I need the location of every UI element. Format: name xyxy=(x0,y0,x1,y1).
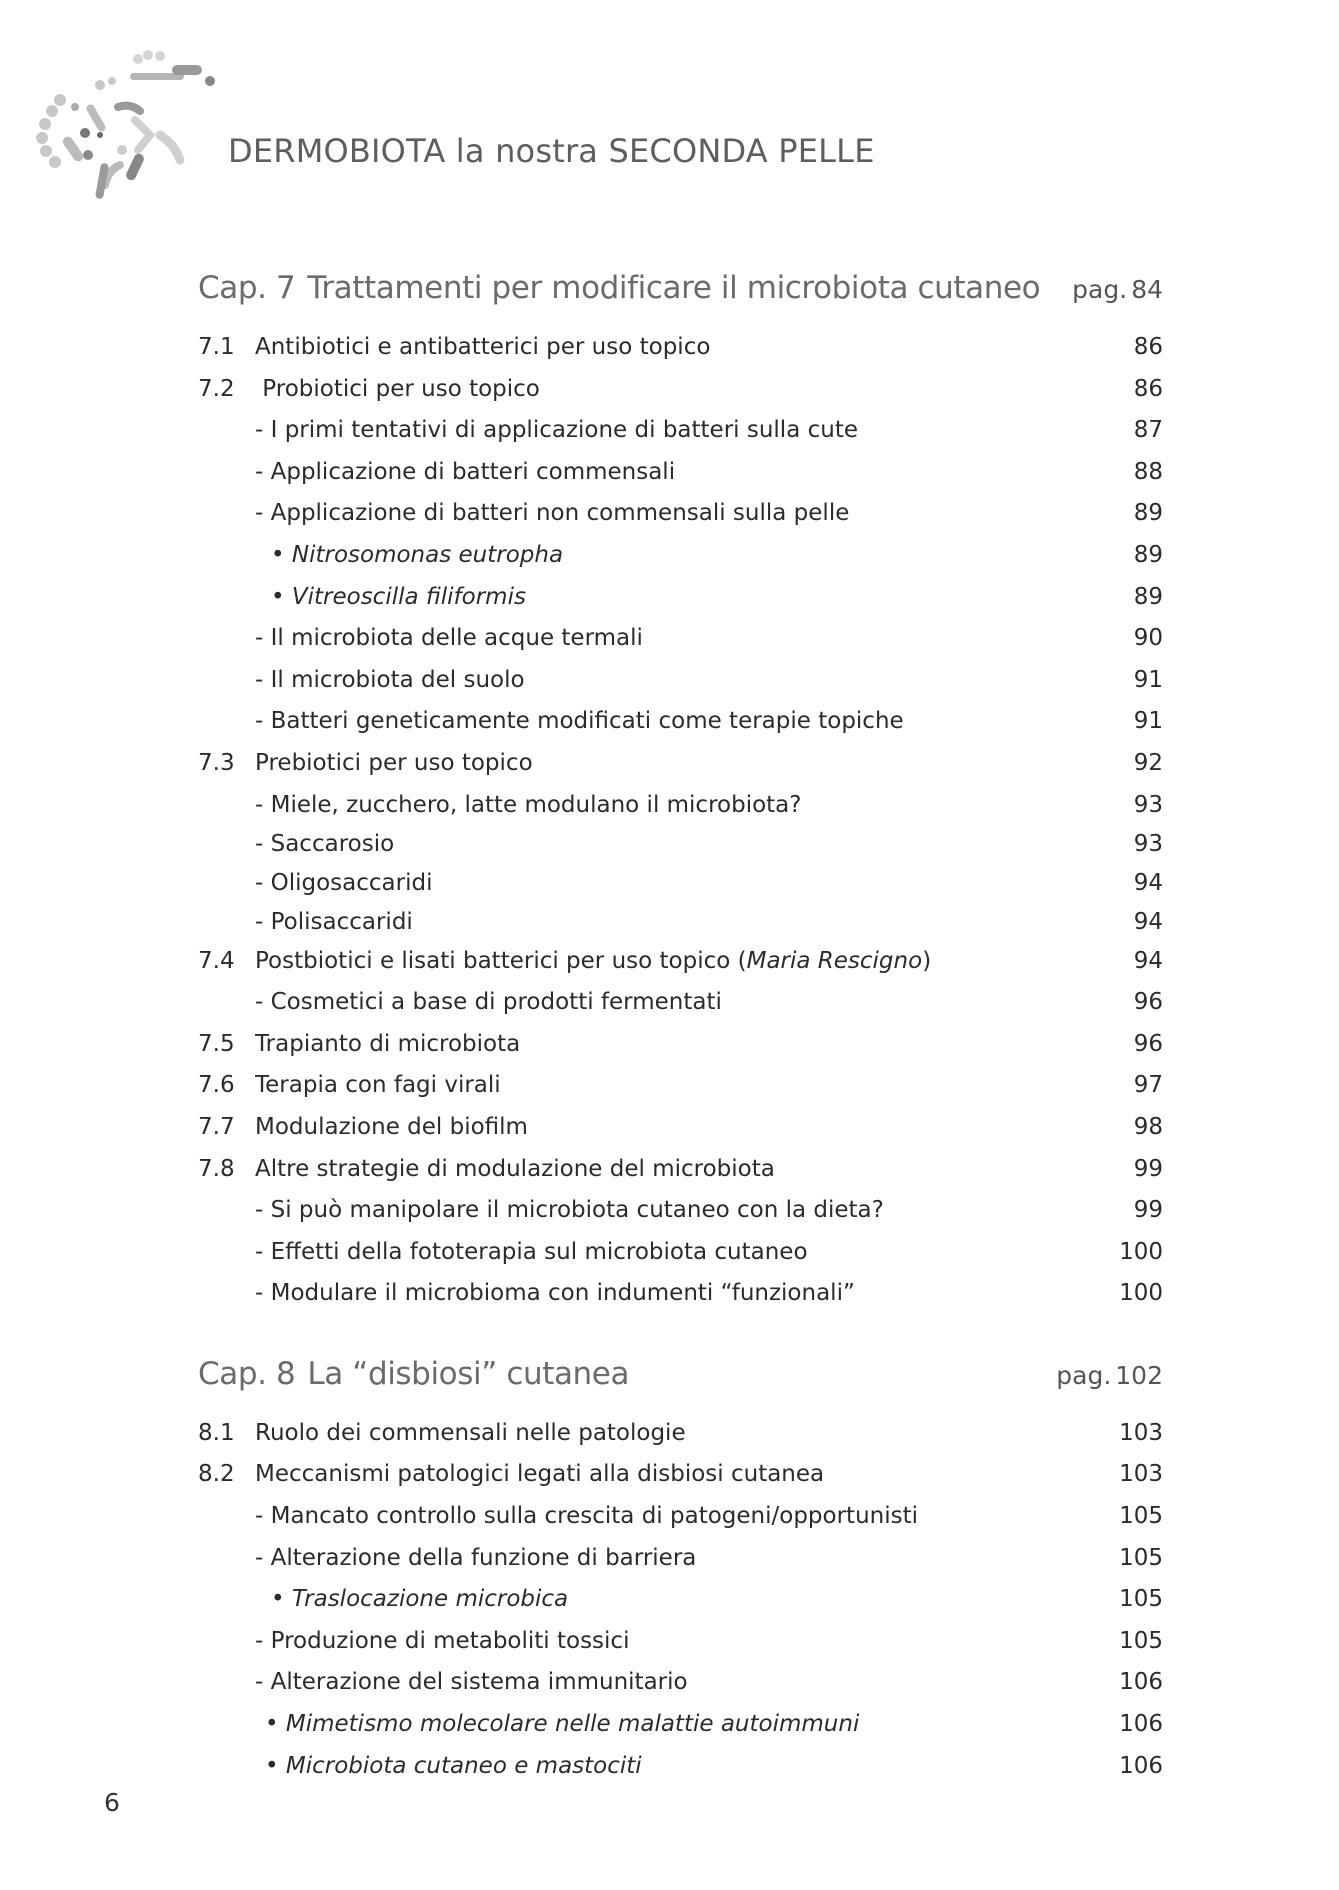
toc-entry[interactable] xyxy=(198,750,1163,792)
entry-text: Terapia con fagi virali xyxy=(255,1072,501,1099)
entry-page: 100 xyxy=(1119,1280,1163,1307)
toc-bullet-entry[interactable] xyxy=(198,1711,1163,1753)
entry-text: - Modulare il microbioma con indumenti “funzionali” xyxy=(255,1280,855,1307)
chapter-title xyxy=(198,270,1040,306)
entry-text: - Polisaccaridi xyxy=(255,908,413,935)
entry-text: - Batteri geneticamente modificati come terapie topiche xyxy=(255,708,904,735)
toc-subentry[interactable] xyxy=(198,1545,1163,1587)
entry-page: 89 xyxy=(1133,583,1163,610)
entry-text: - Alterazione del sistema immunitario xyxy=(255,1669,688,1696)
entry-text: Antibiotici e antibatterici per uso topico xyxy=(255,334,711,360)
toc-bullet-entry[interactable] xyxy=(198,542,1163,584)
toc-subentry[interactable] xyxy=(198,500,1163,542)
entry-page: 103 xyxy=(1119,1461,1163,1488)
entry-page: 92 xyxy=(1133,749,1163,776)
toc-entry[interactable] xyxy=(198,948,1163,990)
toc-subentry[interactable] xyxy=(198,1628,1163,1670)
chapter-page xyxy=(1072,275,1163,304)
entry-page: 88 xyxy=(1133,458,1163,485)
entry-page: 89 xyxy=(1133,500,1163,527)
toc-entry[interactable] xyxy=(198,1156,1163,1198)
entry-page: 94 xyxy=(1133,869,1163,896)
entry-page: 105 xyxy=(1119,1503,1163,1530)
entry-page: 100 xyxy=(1119,1238,1163,1265)
entry-text-after: ) xyxy=(922,947,932,974)
entry-text: - Mancato controllo sulla crescita di patogeni/opportunisti xyxy=(255,1503,919,1530)
entry-page: 91 xyxy=(1133,708,1163,735)
pag-label: pag. xyxy=(1072,275,1128,304)
entry-text: Prebiotici per uso topico xyxy=(255,749,533,776)
entry-text: • Mimetismo molecolare nelle malattie autoimmuni xyxy=(265,1711,860,1738)
entry-page: 105 xyxy=(1119,1627,1163,1654)
entry-page: 99 xyxy=(1133,1155,1163,1182)
chapter-heading[interactable] xyxy=(198,270,1163,330)
entry-text: • Nitrosomonas eutropha xyxy=(271,541,564,568)
entry-text: Meccanismi patologici legati alla disbiosi cutanea xyxy=(255,1461,825,1488)
entry-page: 103 xyxy=(1119,1419,1163,1446)
toc-subentry[interactable] xyxy=(198,792,1163,831)
toc-bullet-entry[interactable] xyxy=(198,1586,1163,1628)
entry-page: 94 xyxy=(1133,947,1163,974)
entry-text: Modulazione del biofilm xyxy=(255,1113,528,1140)
toc-subentry[interactable] xyxy=(198,625,1163,667)
toc-entry[interactable] xyxy=(198,376,1163,418)
entry-page: 106 xyxy=(1119,1752,1163,1779)
entry-number: 8.1 xyxy=(198,1419,235,1446)
entry-page: 106 xyxy=(1119,1669,1163,1696)
entry-page: 93 xyxy=(1133,830,1163,857)
toc-bullet-entry[interactable] xyxy=(198,584,1163,626)
entry-text: - I primi tentativi di applicazione di batteri sulla cute xyxy=(255,417,858,444)
entry-text: - Si può manipolare il microbiota cutaneo con la dieta? xyxy=(255,1197,884,1224)
toc-entry[interactable] xyxy=(198,1114,1163,1156)
chapter-title xyxy=(198,1356,629,1392)
entry-number: 7.2 xyxy=(198,375,235,402)
entry-page: 86 xyxy=(1133,334,1163,360)
chapter-title-text: La “disbiosi” cutanea xyxy=(307,1355,630,1392)
entry-number: 7.4 xyxy=(198,947,235,974)
toc-subentry[interactable] xyxy=(198,459,1163,501)
entry-text: - Effetti della fototerapia sul microbiota cutaneo xyxy=(255,1238,808,1265)
toc-entry[interactable] xyxy=(198,1461,1163,1503)
toc-bullet-entry[interactable] xyxy=(198,1753,1163,1795)
entry-text: - Il microbiota delle acque termali xyxy=(255,625,643,652)
entry-text: - Miele, zucchero, latte modulano il microbiota? xyxy=(255,791,802,818)
entry-text xyxy=(255,948,1083,974)
entry-page: 96 xyxy=(1133,989,1163,1016)
chapter-spacer xyxy=(198,1322,1163,1356)
chapter-number: Cap. 7 xyxy=(198,270,296,306)
entry-text: Probiotici per uso topico xyxy=(255,375,540,402)
entry-page: 97 xyxy=(1133,1072,1163,1099)
running-header-title: DERMOBIOTA la nostra SECONDA PELLE xyxy=(228,132,875,170)
entry-text: - Alterazione della funzione di barriera xyxy=(255,1544,697,1571)
entry-page: 90 xyxy=(1133,625,1163,652)
toc-subentry[interactable] xyxy=(198,909,1163,948)
entry-author: Maria Rescigno xyxy=(746,947,923,974)
entry-page: 89 xyxy=(1133,541,1163,568)
toc-subentry[interactable] xyxy=(198,989,1163,1031)
entry-number: 7.5 xyxy=(198,1030,235,1057)
toc-subentry[interactable] xyxy=(198,1197,1163,1239)
entry-number: 7.1 xyxy=(198,334,235,360)
entry-number: 7.7 xyxy=(198,1113,235,1140)
entry-text: Ruolo dei commensali nelle patologie xyxy=(255,1419,686,1446)
toc-subentry[interactable] xyxy=(198,1503,1163,1545)
toc-subentry[interactable] xyxy=(198,870,1163,909)
entry-text: Altre strategie di modulazione del microbiota xyxy=(255,1155,775,1182)
entry-page: 105 xyxy=(1119,1544,1163,1571)
entry-number: 7.8 xyxy=(198,1155,235,1182)
entry-text: Trapianto di microbiota xyxy=(255,1030,521,1057)
entry-text: - Cosmetici a base di prodotti fermentati xyxy=(255,989,722,1016)
chapter-heading[interactable] xyxy=(198,1356,1163,1416)
toc-subentry[interactable] xyxy=(198,1669,1163,1711)
chapter-page-number: 102 xyxy=(1115,1360,1163,1390)
chapter-title-text: Trattamenti per modificare il microbiota cutaneo xyxy=(307,270,1041,306)
chapter-page xyxy=(1056,1361,1163,1390)
entry-number: 7.6 xyxy=(198,1072,235,1099)
entry-page: 91 xyxy=(1133,666,1163,693)
entry-text-before: Postbiotici e lisati batterici per uso topico ( xyxy=(255,947,747,974)
toc-subentry[interactable] xyxy=(198,831,1163,870)
chapter-number: Cap. 8 xyxy=(198,1355,296,1392)
chapter-page-number: 84 xyxy=(1131,275,1163,304)
entry-page: 86 xyxy=(1133,375,1163,402)
entry-page: 105 xyxy=(1119,1586,1163,1613)
pag-label: pag. xyxy=(1056,1360,1112,1390)
toc-subentry[interactable] xyxy=(198,708,1163,750)
entry-text: - Produzione di metaboliti tossici xyxy=(255,1627,630,1654)
entry-text: • Traslocazione microbica xyxy=(271,1586,569,1613)
toc-subentry[interactable] xyxy=(198,667,1163,709)
entry-text: - Applicazione di batteri commensali xyxy=(255,458,676,485)
toc-entry[interactable] xyxy=(198,1072,1163,1114)
entry-text: - Il microbiota del suolo xyxy=(255,666,525,693)
entry-number: 8.2 xyxy=(198,1461,235,1488)
toc-subentry[interactable] xyxy=(198,1239,1163,1281)
bacteria-logo-icon xyxy=(30,45,260,235)
page-number: 6 xyxy=(104,1788,120,1817)
entry-number: 7.3 xyxy=(198,749,235,776)
entry-page: 96 xyxy=(1133,1030,1163,1057)
toc-entry[interactable] xyxy=(198,1031,1163,1073)
toc-subentry[interactable] xyxy=(198,1280,1163,1322)
entry-page: 94 xyxy=(1133,908,1163,935)
entry-page: 93 xyxy=(1133,791,1163,818)
entry-text: • Microbiota cutaneo e mastociti xyxy=(265,1752,642,1779)
entry-text: • Vitreoscilla filiformis xyxy=(271,583,526,610)
entry-text: - Saccarosio xyxy=(255,830,395,857)
table-of-contents xyxy=(198,270,1163,1794)
toc-entry[interactable] xyxy=(198,1420,1163,1462)
entry-page: 106 xyxy=(1119,1711,1163,1738)
entry-page: 87 xyxy=(1133,417,1163,444)
toc-subentry[interactable] xyxy=(198,417,1163,459)
toc-entry[interactable] xyxy=(198,334,1163,376)
entry-page: 99 xyxy=(1133,1197,1163,1224)
entry-text: - Applicazione di batteri non commensali sulla pelle xyxy=(255,500,850,527)
entry-text: - Oligosaccaridi xyxy=(255,869,433,896)
entry-page: 98 xyxy=(1133,1113,1163,1140)
